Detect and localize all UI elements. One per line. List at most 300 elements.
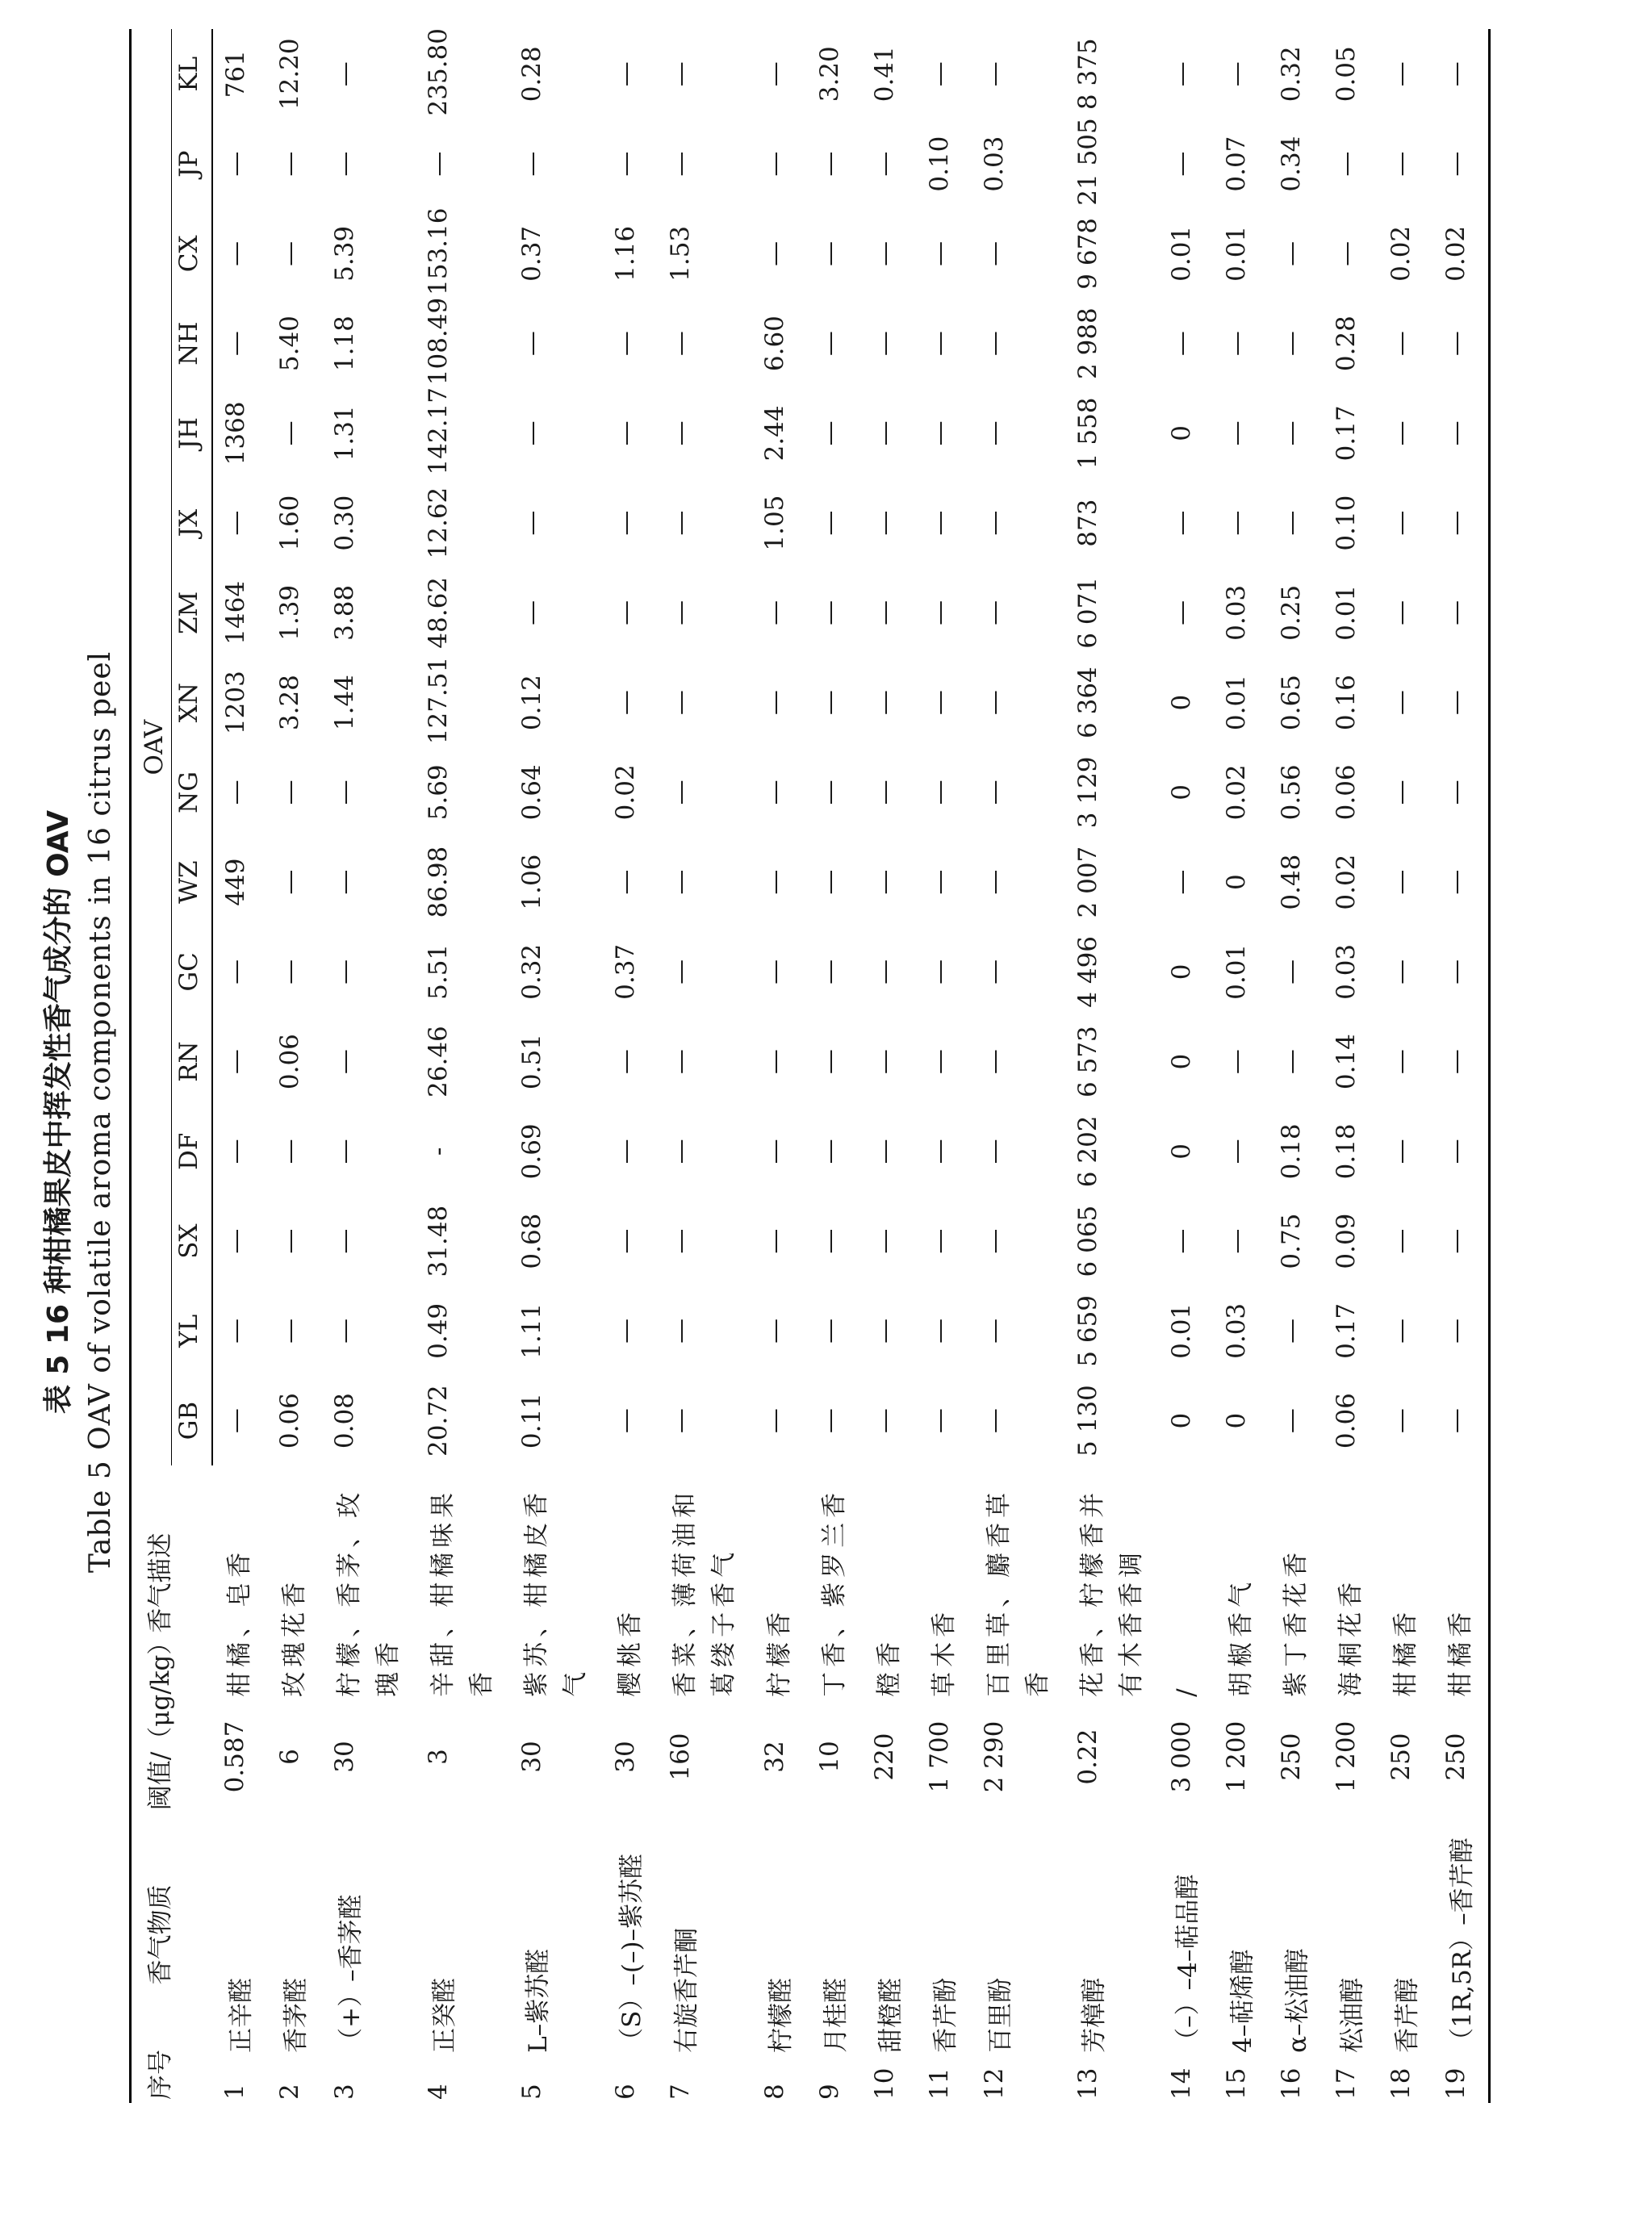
cell-description: 胡椒香气	[1226, 1577, 1256, 1697]
cell-oav-value: 0.65	[1276, 675, 1306, 731]
cell-oav-value: 1368	[221, 401, 250, 466]
cell-no: 17	[1332, 2067, 1361, 2100]
cell-oav-value: 0.01	[1166, 225, 1196, 282]
cell-oav-value: —	[1433, 1106, 1490, 1196]
cell-oav-value: —	[979, 1408, 1009, 1434]
cell-oav-value: —	[1166, 600, 1196, 625]
cell-description: 柑橘香	[1433, 1465, 1490, 1700]
cell-oav-value: 3.88	[330, 584, 360, 641]
cell-oav-value: 0.06	[275, 1393, 305, 1449]
oav-table	[129, 29, 1491, 2103]
cell-no: 15	[1221, 2067, 1251, 2100]
cell-oav-value: —	[611, 1049, 641, 1075]
header-cultivar: KL	[172, 29, 213, 119]
cell-threshold: 30	[517, 1741, 547, 1773]
cell-oav-value: 1.06	[517, 854, 547, 910]
cell-oav-value: —	[869, 690, 899, 716]
cell-oav-value: —	[1433, 1017, 1490, 1106]
table-row	[752, 29, 807, 2103]
cell-oav-value: —	[814, 420, 844, 446]
header-cultivar: NG	[172, 747, 213, 837]
cell-oav-value: 0.37	[611, 943, 641, 1000]
cell-oav-value: —	[666, 420, 696, 446]
cell-oav-value: —	[814, 240, 844, 266]
cell-oav-value: —	[869, 1228, 899, 1254]
cell-threshold: 0.587	[220, 1720, 249, 1793]
cell-oav-value: —	[924, 959, 954, 984]
cell-oav-value: —	[869, 510, 899, 536]
cell-oav-value: 0.01	[1166, 1302, 1196, 1359]
cell-oav-value: —	[759, 780, 789, 805]
cell-oav-value: 0.06	[275, 1034, 305, 1090]
cell-oav-value: 0	[1166, 425, 1196, 441]
cell-oav-value: 86.98	[424, 846, 454, 918]
cell-oav-value: —	[330, 959, 360, 984]
cell-oav-value: —	[611, 331, 641, 357]
table-row	[1214, 29, 1269, 2103]
cell-no: 5	[517, 2084, 547, 2100]
table-row	[212, 29, 267, 2103]
cell-oav-value: —	[275, 780, 305, 805]
cell-threshold: 10	[814, 1741, 844, 1773]
cell-oav-value: 0.34	[1276, 136, 1306, 192]
cell-oav-value: —	[1166, 869, 1196, 895]
cell-oav-value: —	[979, 690, 1009, 716]
cell-oav-value: 0.08	[330, 1393, 360, 1449]
header-cultivar: CX	[172, 209, 213, 299]
cell-oav-value: —	[924, 331, 954, 357]
cell-oav-value: —	[275, 151, 305, 177]
cell-oav-value: 21 505	[1073, 118, 1102, 206]
cell-compound: （–）–4–萜品醇	[1173, 1874, 1202, 2053]
cell-oav-value: 6 065	[1073, 1205, 1102, 1277]
header-cultivar: JX	[172, 478, 213, 567]
cell-oav-value: —	[869, 780, 899, 805]
cell-no: 1	[220, 2084, 249, 2100]
cell-threshold: 1 200	[1332, 1720, 1361, 1793]
header-compound: 香气物质	[131, 1813, 213, 2056]
cell-oav-value: 449	[221, 858, 250, 906]
cell-oav-value: —	[275, 240, 305, 266]
cell-oav-value: 1.60	[275, 495, 305, 551]
header-description: 香气描述	[131, 1465, 213, 1700]
cell-oav-value: 0.75	[1276, 1213, 1306, 1269]
table-row	[862, 29, 917, 2103]
cell-threshold: 6	[275, 1749, 305, 1765]
cell-oav-value: —	[814, 869, 844, 895]
cell-oav-value: —	[924, 1139, 954, 1164]
cell-oav-value: —	[1166, 331, 1196, 357]
cell-oav-value: —	[814, 959, 844, 984]
cell-compound: 百里酚	[985, 1977, 1015, 2053]
cell-oav-value: —	[1276, 1318, 1306, 1344]
cell-oav-value: —	[1386, 780, 1416, 805]
cell-oav-value: —	[330, 1228, 360, 1254]
cell-oav-value: —	[869, 1408, 899, 1434]
cell-oav-value: 0.16	[1332, 675, 1361, 731]
cell-oav-value: —	[759, 869, 789, 895]
cell-oav-value: 0.49	[424, 1302, 454, 1359]
cell-oav-value: —	[1433, 837, 1490, 926]
cell-no: 11	[924, 2067, 954, 2100]
cell-compound: 香芹酚	[931, 1977, 960, 2053]
cell-oav-value: —	[517, 510, 547, 536]
header-cultivar: JP	[172, 119, 213, 208]
cell-oav-value: —	[221, 780, 250, 805]
cell-oav-value: 0.14	[1332, 1034, 1361, 1090]
cell-oav-value: 873	[1073, 499, 1102, 547]
cell-oav-value: 1.39	[275, 584, 305, 641]
cell-threshold: 2 290	[979, 1720, 1009, 1793]
cell-oav-value: 0.18	[1276, 1123, 1306, 1180]
cell-oav-value: 0.51	[517, 1034, 547, 1090]
cell-oav-value: 1.44	[330, 675, 360, 731]
table-row	[1159, 29, 1214, 2103]
cell-oav-value: 0.02	[1433, 209, 1490, 299]
cell-oav-value: —	[1433, 568, 1490, 658]
cell-oav-value: 12.62	[424, 487, 454, 559]
cell-oav-value: —	[330, 1318, 360, 1344]
cell-oav-value: —	[1386, 600, 1416, 625]
cell-oav-value: —	[275, 959, 305, 984]
cell-oav-value: 0	[1166, 784, 1196, 801]
cell-oav-value: 0	[1166, 1053, 1196, 1070]
cell-oav-value: 2.44	[759, 405, 789, 462]
cell-oav-value: —	[517, 331, 547, 357]
cell-no: 2	[275, 2084, 305, 2100]
cell-compound: （1R,5R）–香芹醇	[1433, 1813, 1490, 2056]
cell-oav-value: 3 129	[1073, 756, 1102, 829]
cell-oav-value: 0.56	[1276, 764, 1306, 821]
cell-oav-value: 0.69	[517, 1123, 547, 1180]
cell-oav-value: —	[1433, 927, 1490, 1017]
table-caption-cn: 表 5 16 种柑橘果皮中挥发性香气成分的 OAV	[42, 809, 75, 1415]
table-row	[917, 29, 972, 2103]
cell-oav-value: —	[611, 690, 641, 716]
cell-oav-value: —	[275, 1228, 305, 1254]
cell-oav-value: —	[1386, 1228, 1416, 1254]
cell-oav-value: —	[814, 510, 844, 536]
cell-oav-value: 0.48	[1276, 854, 1306, 910]
cell-oav-value: —	[759, 240, 789, 266]
cell-oav-value: —	[869, 869, 899, 895]
cell-oav-value: —	[1221, 1228, 1251, 1254]
cell-oav-value: 0	[1166, 1143, 1196, 1160]
cell-oav-value: —	[759, 1228, 789, 1254]
cell-oav-value: 0.03	[1332, 943, 1361, 1000]
cell-oav-value: —	[924, 1228, 954, 1254]
cell-oav-value: —	[924, 600, 954, 625]
cell-oav-value: 0.05	[1332, 46, 1361, 102]
cell-oav-value: 235.80	[424, 28, 454, 116]
cell-oav-value: 127.51	[424, 656, 454, 745]
cell-oav-value: —	[330, 1139, 360, 1164]
cell-oav-value: 0.11	[517, 1393, 547, 1449]
cell-threshold: 30	[330, 1741, 360, 1773]
cell-oav-value: —	[1386, 1139, 1416, 1164]
header-oav: OAV	[131, 29, 172, 1465]
cell-oav-value: 0.32	[517, 943, 547, 1000]
cell-oav-value: —	[869, 1318, 899, 1344]
cell-no: 13	[1073, 2067, 1102, 2100]
cell-oav-value: —	[1386, 1318, 1416, 1344]
cell-oav-value: —	[666, 869, 696, 895]
cell-oav-value: —	[611, 1318, 641, 1344]
cell-oav-value: —	[979, 331, 1009, 357]
cell-description: /	[1171, 1683, 1201, 1697]
cell-oav-value: —	[1221, 510, 1251, 536]
cell-oav-value: —	[1166, 151, 1196, 177]
cell-oav-value: —	[979, 420, 1009, 446]
cell-oav-value: 0	[1166, 694, 1196, 711]
cell-oav-value: —	[666, 1049, 696, 1075]
cell-no: 7	[666, 2084, 696, 2100]
header-threshold: 阈值/（μg/kg）	[131, 1700, 213, 1813]
cell-oav-value: 1.18	[330, 316, 360, 372]
cell-oav-value: —	[1221, 61, 1251, 87]
cell-oav-value: —	[666, 1318, 696, 1344]
cell-oav-value: —	[1332, 240, 1361, 266]
cell-oav-value: —	[1433, 658, 1490, 747]
cell-oav-value: —	[611, 1228, 641, 1254]
cell-oav-value: —	[666, 1228, 696, 1254]
cell-oav-value: —	[666, 1408, 696, 1434]
header-cultivar: GC	[172, 927, 213, 1017]
cell-oav-value: 9 678	[1073, 217, 1102, 290]
cell-oav-value: —	[814, 1228, 844, 1254]
header-cultivar: JH	[172, 388, 213, 478]
cell-oav-value: —	[330, 780, 360, 805]
cell-oav-value: —	[1433, 1376, 1490, 1465]
cell-oav-value: 20.72	[424, 1385, 454, 1457]
cell-oav-value: —	[924, 420, 954, 446]
cell-no: 4	[424, 2084, 454, 2100]
cell-oav-value: —	[814, 1049, 844, 1075]
cell-description: 海桐花香	[1336, 1577, 1366, 1697]
cell-threshold: 160	[666, 1733, 696, 1781]
cell-oav-value: 0.28	[1332, 316, 1361, 372]
cell-oav-value: —	[979, 1318, 1009, 1344]
cell-oav-value: —	[221, 1228, 250, 1254]
cell-oav-value: —	[979, 240, 1009, 266]
cell-oav-value: 4 496	[1073, 935, 1102, 1008]
cell-oav-value: —	[814, 600, 844, 625]
cell-oav-value: 3.20	[814, 46, 844, 102]
cell-oav-value: —	[275, 869, 305, 895]
cell-compound: 月桂醛	[821, 1977, 851, 2053]
cell-no: 14	[1166, 2067, 1196, 2100]
cell-oav-value: —	[424, 151, 454, 177]
table-row	[322, 29, 416, 2103]
table-row	[267, 29, 322, 2103]
table-row	[972, 29, 1065, 2103]
cell-oav-value: —	[1433, 29, 1490, 119]
cell-oav-value: 6.60	[759, 316, 789, 372]
cell-oav-value: —	[1276, 420, 1306, 446]
cell-oav-value: —	[221, 331, 250, 357]
cell-compound: α–松油醇	[1282, 1948, 1312, 2053]
cell-oav-value: —	[979, 1139, 1009, 1164]
cell-oav-value: —	[666, 1139, 696, 1164]
cell-oav-value: 108.49	[424, 297, 454, 386]
cell-oav-value: —	[1276, 240, 1306, 266]
cell-oav-value: —	[814, 331, 844, 357]
cell-oav-value: —	[759, 690, 789, 716]
cell-oav-value: —	[924, 510, 954, 536]
cell-oav-value: 0.01	[1221, 675, 1251, 731]
cell-oav-value: 1.31	[330, 405, 360, 462]
cell-description: 柠檬香	[764, 1607, 794, 1697]
cell-compound: 右旋香芹酮	[672, 1927, 702, 2053]
table-row	[1433, 29, 1490, 2103]
cell-oav-value: —	[1221, 420, 1251, 446]
cell-oav-value: —	[275, 420, 305, 446]
cell-oav-value: —	[924, 61, 954, 87]
cell-oav-value: —	[1166, 1228, 1196, 1254]
cell-oav-value: 0.17	[1332, 1302, 1361, 1359]
cell-oav-value: 153.16	[424, 207, 454, 295]
cell-oav-value: —	[924, 240, 954, 266]
cell-oav-value: 6 364	[1073, 667, 1102, 738]
cell-oav-value: 0.32	[1276, 46, 1306, 102]
cell-description: 柑橘香	[1391, 1607, 1421, 1697]
table-row	[1378, 29, 1433, 2103]
cell-oav-value: 0.02	[1221, 764, 1251, 821]
cell-oav-value: 0.17	[1332, 405, 1361, 462]
cell-threshold: 1 200	[1221, 1720, 1251, 1793]
cell-oav-value: 0	[1221, 1412, 1251, 1429]
cell-compound: 柠檬醛	[766, 1977, 796, 2053]
cell-description: 柠檬、香茅、玫瑰香	[335, 1487, 404, 1697]
cell-compound: 正癸醛	[430, 1977, 460, 2053]
cell-no: 19	[1433, 2056, 1490, 2103]
cell-compound: 甜橙醛	[876, 1977, 905, 2053]
cell-oav-value: —	[666, 151, 696, 177]
cell-description: 樱桃香	[616, 1607, 646, 1697]
cell-oav-value: 1464	[221, 580, 250, 645]
cell-oav-value: —	[1276, 1049, 1306, 1075]
cell-oav-value: —	[1166, 510, 1196, 536]
cell-oav-value: 5.69	[424, 764, 454, 821]
cell-no: 10	[869, 2067, 899, 2100]
cell-oav-value: —	[221, 959, 250, 984]
header-cultivar: GB	[172, 1376, 213, 1465]
header-cultivar: DF	[172, 1106, 213, 1196]
cell-compound: 芳樟醇	[1079, 1977, 1109, 2053]
header-cultivar: YL	[172, 1286, 213, 1376]
cell-no: 8	[759, 2084, 789, 2100]
table-caption-en: Table 5 OAV of volatile aroma components in 16 citrus peel	[84, 650, 117, 1574]
cell-no: 9	[814, 2084, 844, 2100]
cell-threshold: 30	[611, 1741, 641, 1773]
cell-oav-value: —	[869, 600, 899, 625]
cell-oav-value: —	[1386, 61, 1416, 87]
cell-oav-value: —	[1386, 1408, 1416, 1434]
cell-oav-value: —	[221, 151, 250, 177]
cell-oav-value: —	[924, 1408, 954, 1434]
cell-oav-value: —	[1276, 959, 1306, 984]
cell-oav-value: —	[666, 780, 696, 805]
cell-oav-value: 26.46	[424, 1026, 454, 1097]
table-row	[416, 29, 509, 2103]
cell-oav-value: 0.02	[611, 764, 641, 821]
cell-oav-value: 1.53	[666, 225, 696, 282]
cell-oav-value: 48.62	[424, 576, 454, 649]
cell-oav-value: 0.06	[1332, 764, 1361, 821]
cell-oav-value: 0.03	[1221, 584, 1251, 641]
cell-oav-value: 0.02	[1386, 225, 1416, 282]
cell-oav-value: —	[330, 151, 360, 177]
cell-oav-value: —	[924, 780, 954, 805]
cell-description: 花香、柠檬香并有木香香调	[1077, 1487, 1146, 1697]
cell-oav-value: —	[1386, 869, 1416, 895]
cell-oav-value: —	[1433, 747, 1490, 837]
header-cultivar: NH	[172, 299, 213, 388]
cell-oav-value: 1.05	[759, 495, 789, 551]
cell-oav-value: —	[611, 61, 641, 87]
cell-oav-value: —	[1433, 388, 1490, 478]
cell-oav-value: —	[759, 61, 789, 87]
cell-oav-value: —	[611, 600, 641, 625]
cell-threshold: 250	[1386, 1733, 1416, 1781]
cell-oav-value: 2 988	[1073, 307, 1102, 379]
cell-oav-value: —	[979, 600, 1009, 625]
cell-oav-value: 0.12	[517, 675, 547, 731]
cell-oav-value: —	[869, 1139, 899, 1164]
cell-oav-value: —	[330, 869, 360, 895]
cell-oav-value: —	[759, 1049, 789, 1075]
cell-oav-value: 0.03	[979, 136, 1009, 192]
cell-description: 辛甜、柑橘味果香	[429, 1487, 497, 1697]
cell-oav-value: —	[330, 1049, 360, 1075]
cell-compound: 正辛醛	[227, 1977, 256, 2053]
header-cultivar: SX	[172, 1196, 213, 1285]
cell-oav-value: 12.20	[275, 38, 305, 111]
cell-oav-value: 0.10	[924, 136, 954, 192]
cell-oav-value: 0.07	[1221, 136, 1251, 192]
cell-oav-value: 5.39	[330, 225, 360, 282]
cell-oav-value: —	[869, 959, 899, 984]
cell-oav-value: 0.01	[1332, 584, 1361, 641]
cell-oav-value: —	[1386, 959, 1416, 984]
cell-oav-value: 0.64	[517, 764, 547, 821]
cell-description: 玫瑰花香	[280, 1577, 310, 1697]
cell-threshold: 250	[1433, 1700, 1490, 1813]
cell-compound: L–紫苏醛	[524, 1948, 554, 2053]
cell-oav-value: —	[221, 1139, 250, 1164]
cell-oav-value: —	[869, 420, 899, 446]
cell-oav-value: —	[1276, 331, 1306, 357]
cell-oav-value: —	[1276, 510, 1306, 536]
cell-oav-value: 0	[1221, 874, 1251, 890]
cell-oav-value: -	[424, 1147, 454, 1156]
cell-oav-value: —	[814, 1139, 844, 1164]
cell-oav-value: 1.16	[611, 225, 641, 282]
cell-oav-value: —	[759, 1139, 789, 1164]
cell-threshold: 3 000	[1166, 1720, 1196, 1793]
cell-oav-value: —	[814, 1318, 844, 1344]
cell-oav-value: —	[1433, 1286, 1490, 1376]
cell-oav-value: —	[1386, 510, 1416, 536]
cell-oav-value: —	[330, 61, 360, 87]
cell-oav-value: 6 573	[1073, 1026, 1102, 1097]
cell-oav-value: 3.28	[275, 675, 305, 731]
cell-oav-value: 0.25	[1276, 584, 1306, 641]
table-row	[807, 29, 862, 2103]
cell-oav-value: —	[979, 61, 1009, 87]
cell-oav-value: —	[517, 420, 547, 446]
cell-threshold: 220	[869, 1733, 899, 1781]
